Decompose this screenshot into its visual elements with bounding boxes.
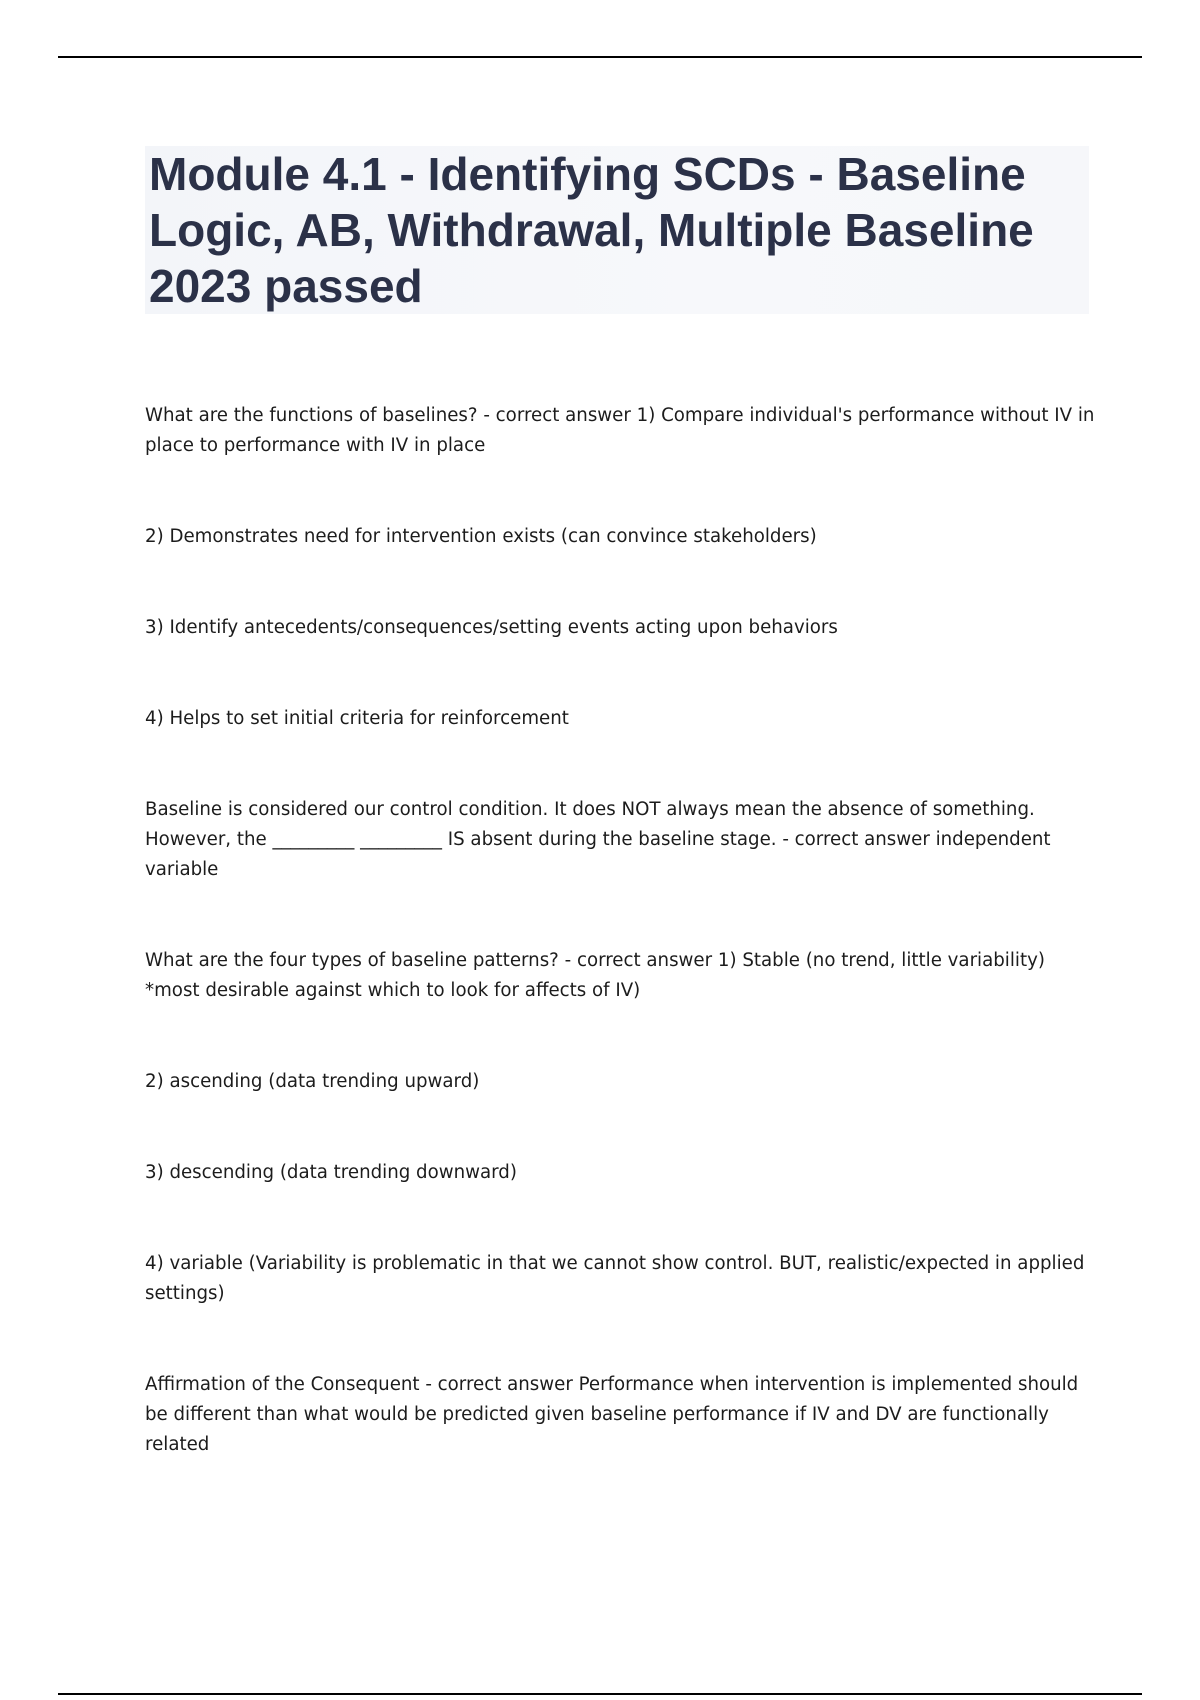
paragraph-affirmation-of-consequent: Affirmation of the Consequent - correct answer Performance when intervention is implemented should be different than what would be predicted given baseline performance if IV and DV are functionally related bbox=[145, 1374, 1079, 1455]
document-body bbox=[145, 401, 1095, 1460]
paragraph-baseline-patterns: What are the four types of baseline patterns? - correct answer 1) Stable (no trend, little variability) *most desirable against which to look for affects of IV) bbox=[145, 950, 1045, 1001]
paragraph-pattern-ascending: 2) ascending (data trending upward) bbox=[145, 1071, 480, 1092]
paragraph-baseline-function-4: 4) Helps to set initial criteria for reinforcement bbox=[145, 708, 569, 729]
page-title: Module 4.1 - Identifying SCDs - Baseline Logic, AB, Withdrawal, Multiple Baseline 2023 passed bbox=[149, 148, 1034, 312]
paragraph-baseline-function-3: 3) Identify antecedents/consequences/setting events acting upon behaviors bbox=[145, 617, 838, 638]
paragraph-pattern-variable: 4) variable (Variability is problematic in that we cannot show control. BUT, realistic/expected in applied settings) bbox=[145, 1253, 1085, 1304]
paragraph-baseline-function-2: 2) Demonstrates need for intervention exists (can convince stakeholders) bbox=[145, 526, 817, 547]
title-block bbox=[145, 146, 1089, 314]
bottom-rule bbox=[58, 1693, 1142, 1695]
paragraph-functions-of-baselines: What are the functions of baselines? - correct answer 1) Compare individual's performance without IV in place to performance with IV in place bbox=[145, 405, 1095, 456]
top-rule bbox=[58, 56, 1142, 58]
paragraph-pattern-descending: 3) descending (data trending downward) bbox=[145, 1162, 517, 1183]
paragraph-control-condition: Baseline is considered our control condition. It does NOT always mean the absence of something. However, the _________ _________ IS absent during the baseline stage. - correct answer independent variable bbox=[145, 799, 1051, 880]
